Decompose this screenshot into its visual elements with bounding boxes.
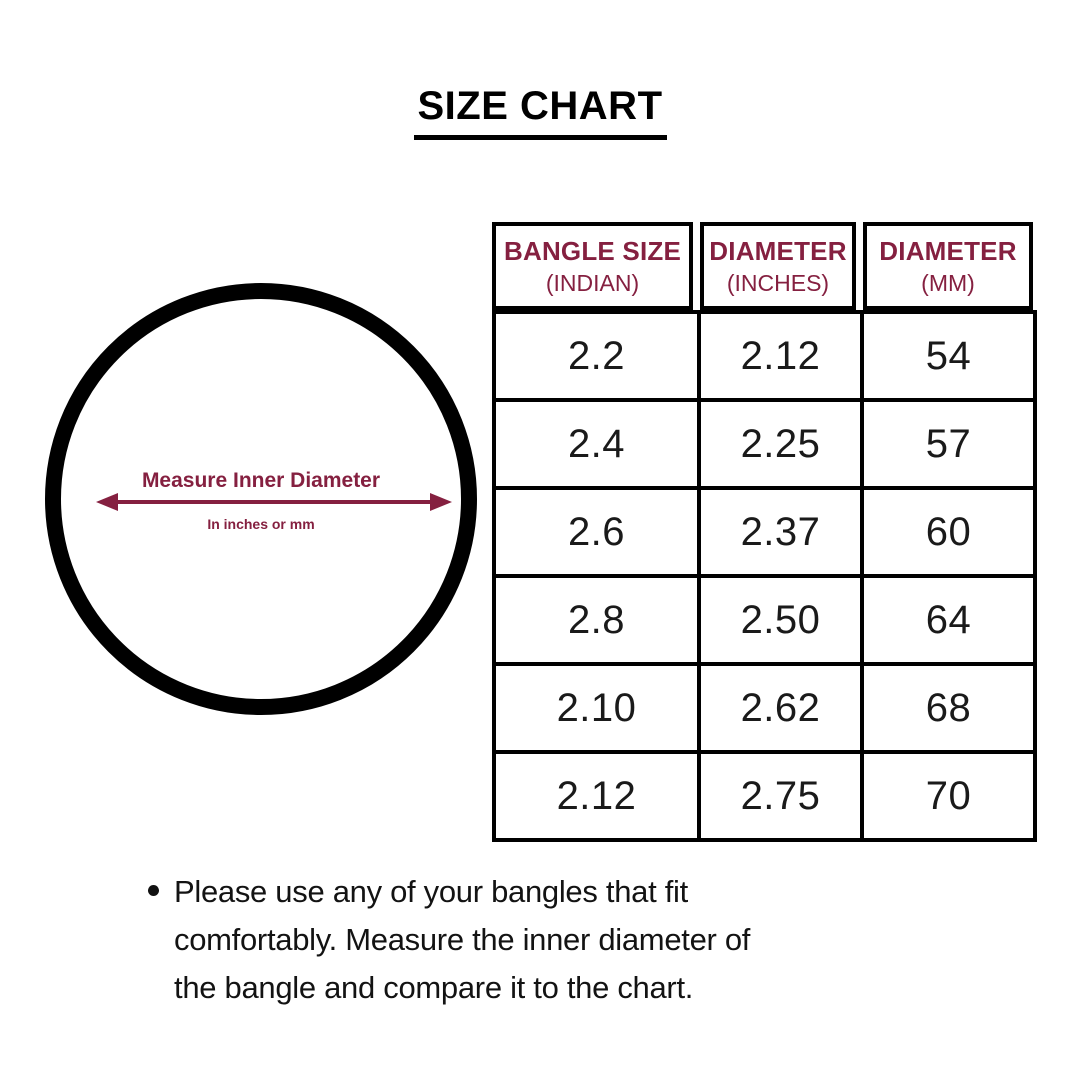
size-table-body [492, 310, 1037, 842]
cell-diameter-inches: 2.37 [699, 488, 862, 576]
note-line: the bangle and compare it to the chart. [174, 970, 694, 1005]
cell-bangle-size: 2.2 [494, 312, 699, 400]
header-diameter-mm [863, 222, 1033, 310]
cell-diameter-inches: 2.50 [699, 576, 862, 664]
bullet-icon [148, 885, 159, 896]
cell-diameter-inches: 2.12 [699, 312, 862, 400]
measure-inner-diameter-label: Measure Inner Diameter [141, 469, 381, 492]
cell-diameter-mm: 57 [862, 400, 1035, 488]
cell-diameter-mm: 60 [862, 488, 1035, 576]
cell-diameter-mm: 68 [862, 664, 1035, 752]
cell-diameter-mm: 70 [862, 752, 1035, 840]
table-row [494, 664, 1035, 752]
note-line: comfortably. Measure the inner diameter of [174, 922, 751, 957]
note-line: Please use any of your bangles that fit [174, 874, 688, 909]
cell-diameter-inches: 2.62 [699, 664, 862, 752]
header-bangle-size [492, 222, 693, 310]
cell-diameter-mm: 54 [862, 312, 1035, 400]
table-row [494, 752, 1035, 840]
cell-diameter-mm: 64 [862, 576, 1035, 664]
size-table-header [492, 222, 1033, 310]
header-diameter-inches [700, 222, 856, 310]
header-title: DIAMETER [879, 235, 1017, 266]
cell-bangle-size: 2.10 [494, 664, 699, 752]
double-arrow-icon [95, 490, 453, 514]
bangle-diagram [45, 283, 477, 715]
cell-bangle-size: 2.6 [494, 488, 699, 576]
cell-diameter-inches: 2.25 [699, 400, 862, 488]
cell-bangle-size: 2.8 [494, 576, 699, 664]
page-title-text: SIZE CHART [414, 84, 667, 140]
table-row [494, 488, 1035, 576]
header-subtitle: (INDIAN) [545, 269, 640, 296]
table-row [494, 400, 1035, 488]
header-subtitle: (MM) [921, 269, 975, 296]
cell-bangle-size: 2.12 [494, 752, 699, 840]
header-title: BANGLE SIZE [504, 235, 681, 266]
table-row [494, 576, 1035, 664]
cell-diameter-inches: 2.75 [699, 752, 862, 840]
cell-bangle-size: 2.4 [494, 400, 699, 488]
note-text [174, 868, 750, 1012]
units-label: In inches or mm [207, 516, 315, 532]
size-table [492, 222, 1033, 842]
table-row [494, 312, 1035, 400]
page-title [0, 84, 1080, 140]
header-subtitle: (INCHES) [726, 269, 830, 296]
header-title: DIAMETER [709, 235, 847, 266]
instructions-note [148, 868, 750, 1012]
